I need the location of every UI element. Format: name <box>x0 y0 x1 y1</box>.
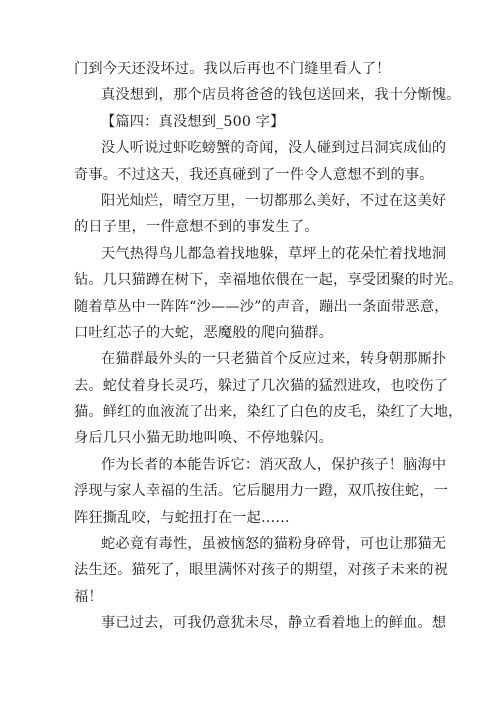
text-line: 阳光灿烂，晴空万里，一切都那么美好，不过在这美好 <box>101 192 447 209</box>
text-line: 门到今天还没坏过。我以后再也不门缝里看人了！ <box>74 61 391 77</box>
text-line: 法生还。猫死了，眼里满怀对孩子的期望，对孩子未来的祝 <box>74 562 449 579</box>
text-line: 蛇必竟有毒性，虽被恼怒的猫粉身碎骨，可也让那猫无 <box>101 536 447 553</box>
text-line: 的日子里，一件意想不到的事发生了。 <box>74 219 319 236</box>
text-line: 奇事。不过这天，我还真碰到了一件令人意想不到的事。 <box>74 166 434 183</box>
text-line: 没人听说过虾吃螃蟹的奇闻，没人碰到过吕洞宾成仙的 <box>101 140 447 157</box>
text-line: 在猫群最外头的一只老猫首个反应过来，转身朝那厮扑 <box>101 351 447 368</box>
text-line: 猫。鲜红的血液流了出来，染红了白色的皮毛，染红了大地， <box>74 404 463 421</box>
text-line: 天气热得鸟儿都急着找地躲，草坪上的花朵忙着找地洞 <box>101 245 447 262</box>
document-page <box>74 56 463 637</box>
text-line: 浮现与家人幸福的生活。它后腿用力一蹬，双爪按住蛇，一 <box>74 483 449 500</box>
text-line: 真没想到，那个店员将爸爸的钱包送回来，我十分惭愧。 <box>101 87 461 104</box>
text-line: 作为长者的本能告诉它：消灭敌人，保护孩子！脑海中 <box>101 456 447 473</box>
text-line: 随着草丛中一阵阵“沙——沙”的声音，蹦出一条面带恶意， <box>74 298 449 315</box>
section-heading: 【篇四：真没想到_500 字】 <box>101 113 285 130</box>
text-line: 福！ <box>74 588 103 605</box>
text-line: 阵狂撕乱咬，与蛇扭打在一起…… <box>74 509 290 526</box>
text-line: 身后几只小猫无助地叫唤、不停地躲闪。 <box>74 430 333 447</box>
text-line: 口吐红芯子的大蛇，恶魔般的爬向猫群。 <box>74 324 333 341</box>
text-line: 事已过去，可我仍意犹未尽，静立看着地上的鲜血。想 <box>101 615 447 632</box>
text-line: 去。蛇仗着身长灵巧，躲过了几次猫的猛烈进攻，也咬伤了 <box>74 377 449 394</box>
text-line: 钻。几只猫蹲在树下，幸福地依偎在一起，享受团聚的时光。 <box>74 272 463 289</box>
